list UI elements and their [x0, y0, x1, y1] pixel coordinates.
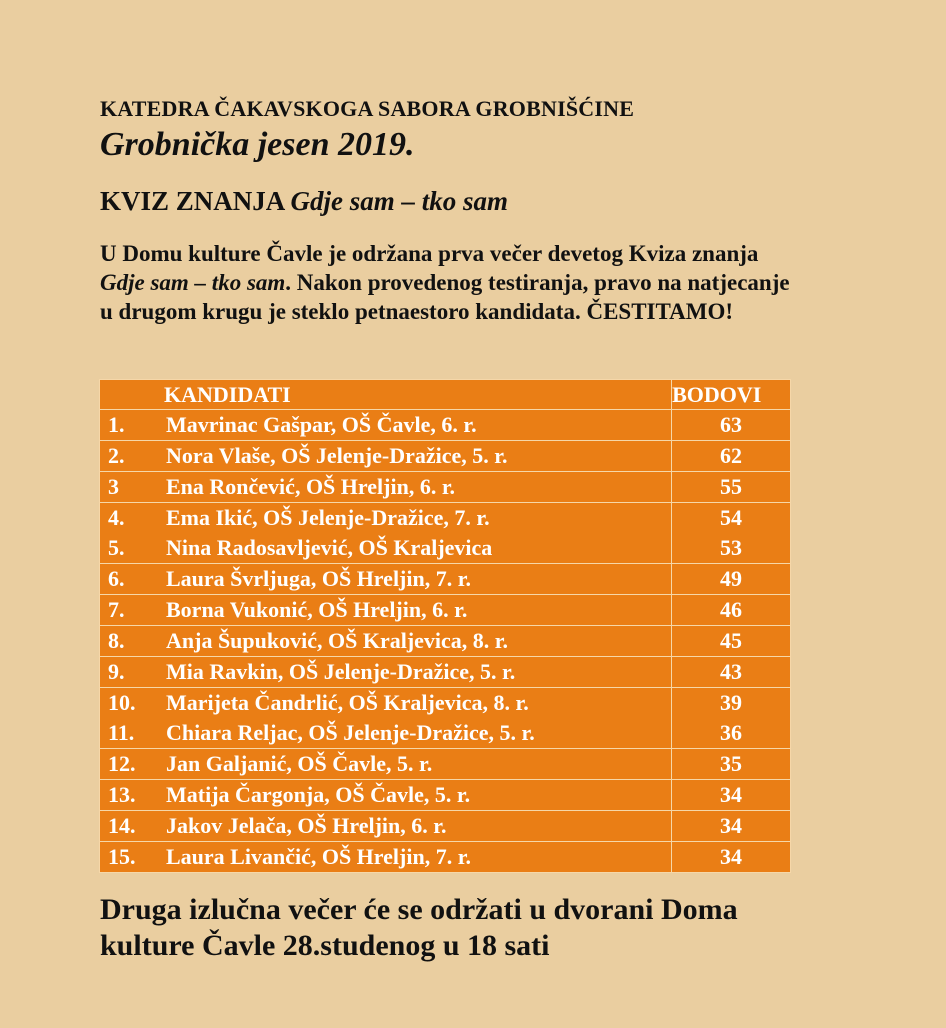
- candidate-name: Jakov Jelača, OŠ Hreljin, 6. r.: [166, 813, 447, 838]
- intro-paragraph: [100, 239, 920, 326]
- candidate-points: 46: [720, 597, 743, 622]
- candidate-cell: [100, 441, 672, 472]
- candidate-name: Nina Radosavljević, OŠ Kraljevica: [166, 535, 493, 560]
- table-row: [100, 472, 791, 503]
- points-cell: [672, 410, 791, 441]
- column-header-candidates: KANDIDATI: [100, 380, 672, 410]
- candidate-points: 63: [720, 412, 743, 437]
- table-row: [100, 564, 791, 595]
- footer-announcement: [100, 892, 900, 964]
- candidate-entry: [100, 595, 671, 625]
- candidate-cell: [100, 688, 672, 749]
- points-cell: [672, 503, 791, 564]
- candidate-points: 62: [720, 443, 743, 468]
- candidate-entry: [100, 811, 671, 841]
- points-cell: [672, 441, 791, 472]
- candidate-name: Chiara Reljac, OŠ Jelenje-Dražice, 5. r.: [166, 720, 535, 745]
- column-header-points: BODOVI: [672, 380, 791, 410]
- quiz-name: Gdje sam – tko sam: [290, 186, 509, 216]
- candidate-points: 49: [720, 566, 743, 591]
- table-row: [100, 811, 791, 842]
- candidate-points: 43: [720, 659, 743, 684]
- candidate-entry: [100, 564, 671, 594]
- candidate-cell: [100, 780, 672, 811]
- table-row: [100, 688, 791, 749]
- points-cell: [672, 749, 791, 780]
- points-cell: [672, 564, 791, 595]
- candidate-rank: 14.: [108, 813, 136, 838]
- candidate-points: 45: [720, 628, 743, 653]
- candidate-name: Laura Livančić, OŠ Hreljin, 7. r.: [166, 844, 471, 869]
- candidate-entry: [100, 749, 671, 779]
- candidate-points: 34: [720, 782, 743, 807]
- header-block: [100, 96, 920, 326]
- candidate-rank: 9.: [108, 659, 125, 684]
- candidate-rank: 15.: [108, 844, 136, 869]
- candidate-name: Jan Galjanić, OŠ Čavle, 5. r.: [166, 751, 433, 776]
- candidate-entry: [100, 410, 671, 440]
- candidate-entry: [100, 718, 671, 748]
- event-title: Grobnička jesen 2019.: [100, 126, 415, 163]
- candidate-entry: [100, 626, 671, 656]
- candidate-rank: 2.: [108, 443, 125, 468]
- points-cell: [672, 780, 791, 811]
- candidate-entry: [100, 780, 671, 810]
- candidate-rank: 7.: [108, 597, 125, 622]
- candidate-entry: [100, 503, 671, 533]
- candidate-name: Borna Vukonić, OŠ Hreljin, 6. r.: [166, 597, 468, 622]
- table-header-row: [100, 380, 791, 410]
- candidate-cell: [100, 595, 672, 626]
- candidate-name: Mia Ravkin, OŠ Jelenje-Dražice, 5. r.: [166, 659, 516, 684]
- table-row: [100, 842, 791, 873]
- table-row: [100, 595, 791, 626]
- table-row: [100, 503, 791, 564]
- candidate-rank: 8.: [108, 628, 125, 653]
- candidate-name: Laura Švrljuga, OŠ Hreljin, 7. r.: [166, 566, 471, 591]
- points-cell: [672, 657, 791, 688]
- results-body: [100, 410, 791, 873]
- candidate-cell: [100, 842, 672, 873]
- candidate-cell: [100, 503, 672, 564]
- candidate-points: 53: [720, 535, 743, 560]
- candidate-name: Ema Ikić, OŠ Jelenje-Dražice, 7. r.: [166, 505, 490, 530]
- candidate-rank: 5.: [108, 535, 125, 560]
- points-cell: [672, 626, 791, 657]
- candidate-entry: [100, 441, 671, 471]
- intro-line-3: u drugom krugu je steklo petnaestoro kandidata. ČESTITAMO!: [100, 299, 734, 324]
- candidate-rank: 6.: [108, 566, 125, 591]
- candidate-points: 55: [720, 474, 743, 499]
- candidate-cell: [100, 564, 672, 595]
- candidate-cell: [100, 472, 672, 503]
- results-table: [99, 379, 791, 873]
- candidate-name: Ena Rončević, OŠ Hreljin, 6. r.: [166, 474, 456, 499]
- intro-line-1: U Domu kulture Čavle je održana prva večer devetog Kviza znanja: [100, 241, 759, 266]
- candidate-name: Anja Šupuković, OŠ Kraljevica, 8. r.: [166, 628, 509, 653]
- organization-title: KATEDRA ČAKAVSKOGA SABORA GROBNIŠĆINE: [100, 96, 635, 121]
- candidate-name: Mavrinac Gašpar, OŠ Čavle, 6. r.: [166, 412, 477, 437]
- candidate-rank: 10.: [108, 690, 136, 715]
- candidate-entry: [100, 472, 671, 502]
- candidate-points: 36: [720, 720, 743, 745]
- table-row: [100, 657, 791, 688]
- intro-line-2-rest: . Nakon provedenog testiranja, pravo na natjecanje: [285, 270, 790, 295]
- points-cell: [672, 842, 791, 873]
- table-row: [100, 410, 791, 441]
- candidate-points: 54: [720, 505, 743, 530]
- table-row: [100, 749, 791, 780]
- candidate-cell: [100, 657, 672, 688]
- candidate-rank: 4.: [108, 505, 125, 530]
- candidate-cell: [100, 410, 672, 441]
- candidate-points: 35: [720, 751, 743, 776]
- candidate-points: 34: [720, 844, 743, 869]
- candidate-name: Nora Vlaše, OŠ Jelenje-Dražice, 5. r.: [166, 443, 508, 468]
- footer-line-2: kulture Čavle 28.studenog u 18 sati: [100, 929, 550, 962]
- candidate-cell: [100, 811, 672, 842]
- candidate-name: Marijeta Čandrlić, OŠ Kraljevica, 8. r.: [166, 690, 529, 715]
- points-cell: [672, 472, 791, 503]
- candidate-rank: 13.: [108, 782, 136, 807]
- points-cell: [672, 595, 791, 626]
- candidate-points: 39: [720, 690, 743, 715]
- table-row: [100, 780, 791, 811]
- intro-quiz-name: Gdje sam – tko sam: [100, 270, 286, 295]
- candidate-cell: [100, 626, 672, 657]
- candidate-entry: [100, 657, 671, 687]
- footer-line-1: Druga izlučna večer će se održati u dvorani Doma: [100, 893, 738, 926]
- candidate-rank: 1.: [108, 412, 125, 437]
- candidate-entry: [100, 842, 671, 872]
- quiz-title: [100, 186, 920, 217]
- candidate-rank: 11.: [108, 720, 135, 745]
- candidate-cell: [100, 749, 672, 780]
- table-row: [100, 441, 791, 472]
- candidate-rank: 3: [108, 474, 119, 499]
- points-cell: [672, 811, 791, 842]
- points-cell: [672, 688, 791, 749]
- candidate-entry: [100, 688, 671, 718]
- candidate-points: 34: [720, 813, 743, 838]
- quiz-prefix: KVIZ ZNANJA: [100, 186, 284, 216]
- candidate-rank: 12.: [108, 751, 136, 776]
- candidate-name: Matija Čargonja, OŠ Čavle, 5. r.: [166, 782, 471, 807]
- intro-line-2: [100, 268, 920, 297]
- table-row: [100, 626, 791, 657]
- candidate-entry: [100, 533, 671, 563]
